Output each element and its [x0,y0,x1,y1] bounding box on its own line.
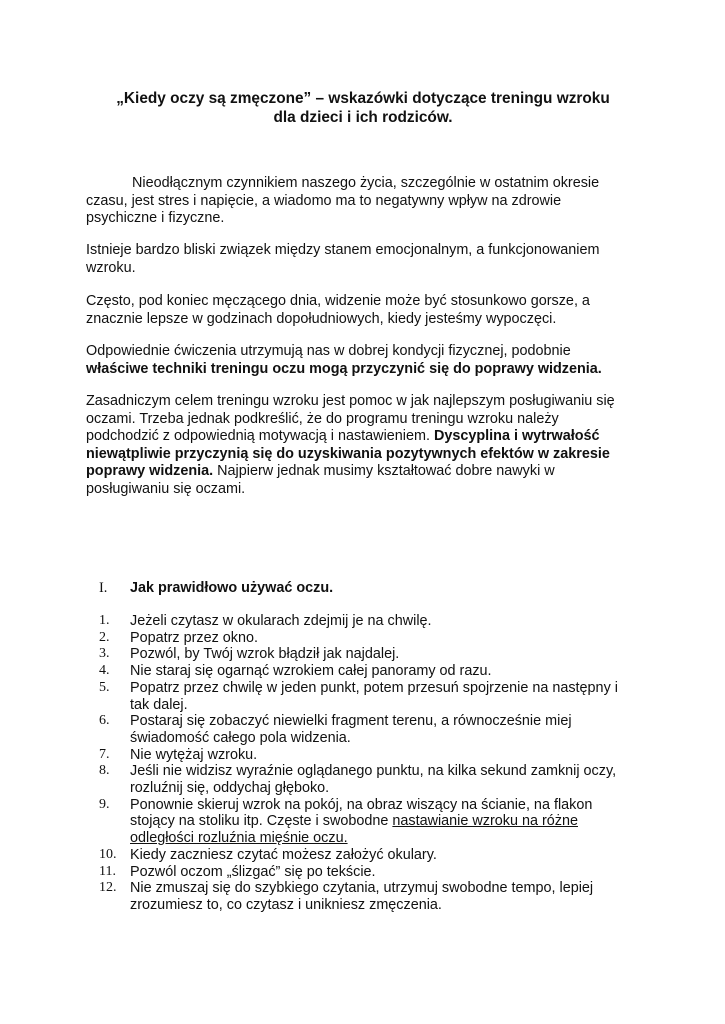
section-number: I. [99,580,108,596]
list-number: 2. [99,629,110,645]
paragraph-text: Często, pod koniec męczącego dnia, widzenie może być stosunkowo gorsze, a znacznie lepsze w godzinach dopołudniowych, kiedy jesteśmy wypoczęci. [86,293,590,327]
paragraph-emphasis: właściwe techniki treningu oczu mogą przyczynić się do poprawy widzenia. [86,360,602,377]
paragraph-emotion-vision [86,242,631,277]
title-line-2: dla dzieci i ich rodziców. [273,109,453,126]
tips-list [99,613,632,914]
list-item [99,713,632,746]
list-text: Popatrz przez okno. [130,629,258,646]
paragraph-text: Istnieje bardzo bliski związek między stanem emocjonalnym, a funkcjonowaniem wzroku. [86,242,600,276]
paragraph-text: Zasadniczym celem treningu wzroku jest pomoc w jak najlepszym posługiwaniu się oczami. Trzeba jednak podkreślić, że do programu treningu wzroku należy podchodzić z odpowiednią motywacją i nastawieniem. [86,393,615,444]
list-item [99,613,632,630]
list-text: Popatrz przez chwilę w jeden punkt, potem przesuń spojrzenie na następny i tak dalej. [130,679,618,713]
list-text: Ponownie skieruj wzrok na pokój, na obraz wiszący na ścianie, na flakon stojący na stoliku itp. Częste i swobodne [130,796,593,830]
list-item [99,680,632,713]
list-number: 8. [99,763,110,779]
list-number: 4. [99,663,110,679]
list-text: Jeśli nie widzisz wyraźnie oglądanego punktu, na kilka sekund zamknij oczy, rozluźnij się, oddychaj głęboko. [130,763,617,797]
list-item [99,880,632,913]
list-item [99,847,632,864]
list-text: Nie zmuszaj się do szybkiego czytania, utrzymuj swobodne tempo, lepiej zrozumiesz to, co czytasz i unikniesz zmęczenia. [130,880,594,913]
list-text: Jeżeli czytasz w okularach zdejmij je na chwilę. [130,613,432,629]
paragraph-training-goal [86,393,631,498]
list-item [99,663,632,680]
list-number: 10. [99,846,117,862]
title-line-1: „Kiedy oczy są zmęczone” – wskazówki dotyczące treningu wzroku [116,90,610,107]
underlined-text: nastawianie wzroku na różne odległości rozluźnia mięśnie oczu. [130,813,578,847]
paragraph-evening-vision [86,293,631,328]
list-item [99,630,632,647]
document-title [86,89,640,127]
list-number: 6. [99,713,110,729]
list-text: Pozwól, by Twój wzrok błądził jak najdalej. [130,646,400,663]
list-text: Kiedy zaczniesz czytać możesz założyć okulary. [130,846,437,863]
list-item [99,646,632,663]
list-number: 11. [99,863,116,879]
paragraph-text: Nieodłącznym czynnikiem naszego życia, szczególnie w ostatnim okresie czasu, jest stres i napięcie, a wiadomo ma to negatywny wpływ na zdrowie psychiczne i fizyczne. [86,175,600,226]
list-item [99,747,632,764]
paragraph-text: Najpierw jednak musimy kształtować dobre nawyki w posługiwaniu się oczami. [86,463,555,497]
list-text: Pozwól oczom „ślizgać” się po tekście. [130,863,376,880]
list-number: 12. [99,880,117,896]
paragraph-text: Odpowiednie ćwiczenia utrzymują nas w dobrej kondycji fizycznej, podobnie [86,343,571,359]
list-number: 7. [99,746,110,762]
paragraph-emphasis: Dyscyplina i wytrwałość niewątpliwie przyczynią się do uzyskiwania pozytywnych efektów w zakresie poprawy widzenia. [86,428,610,479]
section-heading [99,580,333,598]
list-text: Nie staraj się ogarnąć wzrokiem całej panoramy od razu. [130,663,492,680]
paragraph-exercises [86,343,631,378]
list-number: 1. [99,613,110,628]
list-text: Postaraj się zobaczyć niewielki fragment terenu, a równocześnie miej świadomość całego pola widzenia. [130,713,572,746]
section-title: Jak prawidłowo używać oczu. [130,580,334,596]
paragraph-intro [86,175,631,228]
list-number: 9. [99,796,110,812]
list-number: 5. [99,679,110,695]
list-item [99,864,632,881]
list-item [99,797,632,847]
list-item [99,763,632,796]
list-number: 3. [99,646,110,662]
list-text: Nie wytężaj wzroku. [130,746,258,763]
